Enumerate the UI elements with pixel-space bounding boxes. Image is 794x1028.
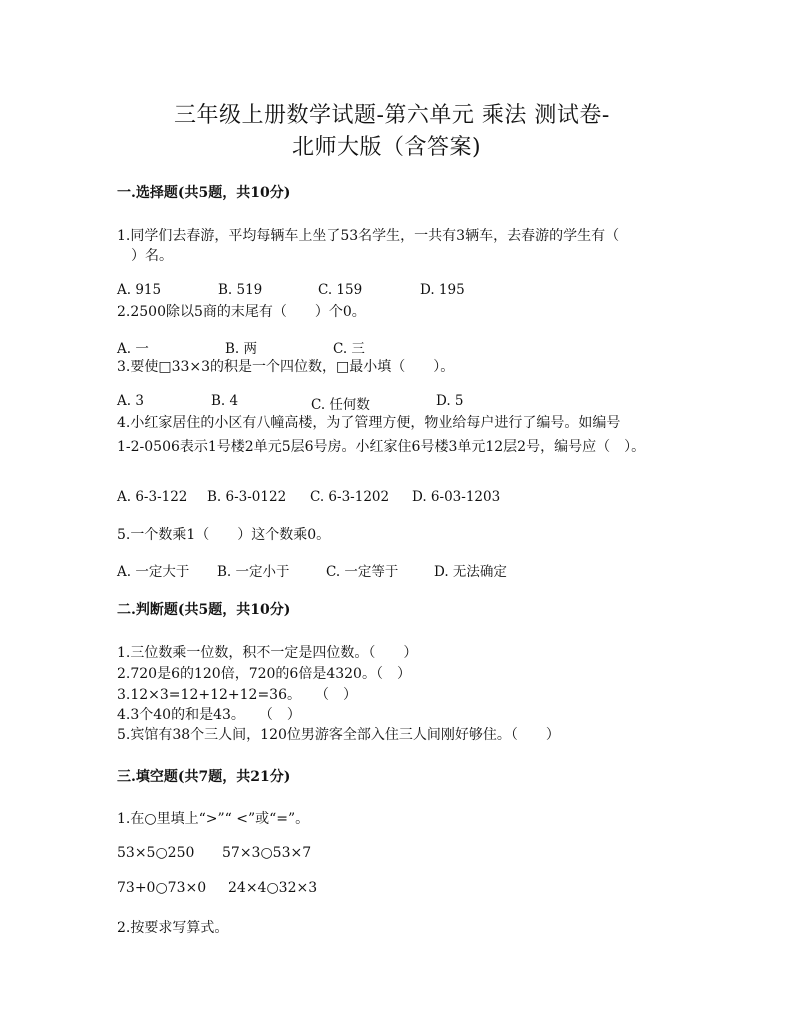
question-1-text-line-2: ）名。: [117, 248, 173, 264]
question-5-option-a: A. 一定大于: [117, 564, 190, 580]
judgement-item-2: 2.720是6的120倍，720的6倍是4320。（ ）: [117, 666, 411, 682]
question-3-option-c: C. 任何数: [311, 397, 370, 413]
question-4-option-d: D. 6-03-1203: [412, 489, 501, 505]
question-4-option-b: B. 6-3-0122: [207, 489, 287, 505]
judgement-item-4: 4.3个40的和是43。 （ ）: [117, 707, 301, 723]
question-1-option-b: B. 519: [218, 282, 263, 298]
question-5-text: 5.一个数乘1（ ）这个数乘0。: [117, 527, 331, 543]
question-1-option-c: C. 159: [318, 282, 363, 298]
question-2-option-b: B. 两: [225, 341, 258, 357]
fill-row-2-expression-1: 73+0○73×0: [117, 880, 207, 896]
question-1-option-d: D. 195: [420, 282, 465, 298]
judgement-item-1: 1.三位数乘一位数，积不一定是四位数。（ ）: [117, 645, 418, 661]
question-4-text-line-1: 4.小红家居住的小区有八幢高楼，为了管理方便，物业给每户进行了编号。如编号: [117, 415, 621, 431]
section-2-heading: 二.判断题(共5题，共10分): [117, 602, 291, 618]
question-1-text-line-1: 1.同学们去春游，平均每辆车上坐了53名学生，一共有3辆车，去春游的学生有（: [117, 228, 620, 244]
question-3-option-b: B. 4: [211, 393, 239, 409]
question-2-text: 2.2500除以5商的末尾有（ ）个0。: [117, 304, 366, 320]
question-3-text: 3.要使□33×3的积是一个四位数，□最小填（ ）。: [117, 359, 455, 375]
question-5-option-d: D. 无法确定: [434, 564, 507, 580]
fill-row-1-expression-2: 57×3○53×7: [222, 845, 312, 861]
judgement-item-5: 5.宾馆有38个三人间，120位男游客全部入住三人间刚好够住。（ ）: [117, 727, 560, 743]
section-1-heading: 一.选择题(共5题，共10分): [117, 185, 291, 201]
fill-row-2-expression-2: 24×4○32×3: [228, 880, 318, 896]
fill-question-1-text: 1.在○里填上“>”“ <”或“=”。: [117, 811, 310, 827]
question-1-option-a: A. 915: [117, 282, 162, 298]
fill-question-2-text: 2.按要求写算式。: [117, 920, 229, 936]
question-4-option-c: C. 6-3-1202: [310, 489, 390, 505]
judgement-item-3: 3.12×3=12+12+12=36。 （ ）: [117, 687, 357, 703]
fill-row-1-expression-1: 53×5○250: [117, 845, 195, 861]
question-4-text-line-2: 1-2-0506表示1号楼2单元5层6号房。小红家住6号楼3单元12层2号，编号应（ ）。: [117, 439, 646, 455]
title-line-2: 北师大版（含答案): [292, 135, 482, 160]
section-3-heading: 三.填空题(共7题，共21分): [117, 769, 291, 785]
question-2-option-c: C. 三: [333, 341, 365, 357]
title-line-1: 三年级上册数学试题-第六单元 乘法 测试卷-: [174, 103, 610, 128]
question-5-option-c: C. 一定等于: [326, 564, 399, 580]
question-3-option-a: A. 3: [117, 393, 144, 409]
question-4-option-a: A. 6-3-122: [117, 489, 188, 505]
question-3-option-d: D. 5: [436, 393, 464, 409]
question-2-option-a: A. 一: [117, 341, 149, 357]
question-5-option-b: B. 一定小于: [217, 564, 290, 580]
